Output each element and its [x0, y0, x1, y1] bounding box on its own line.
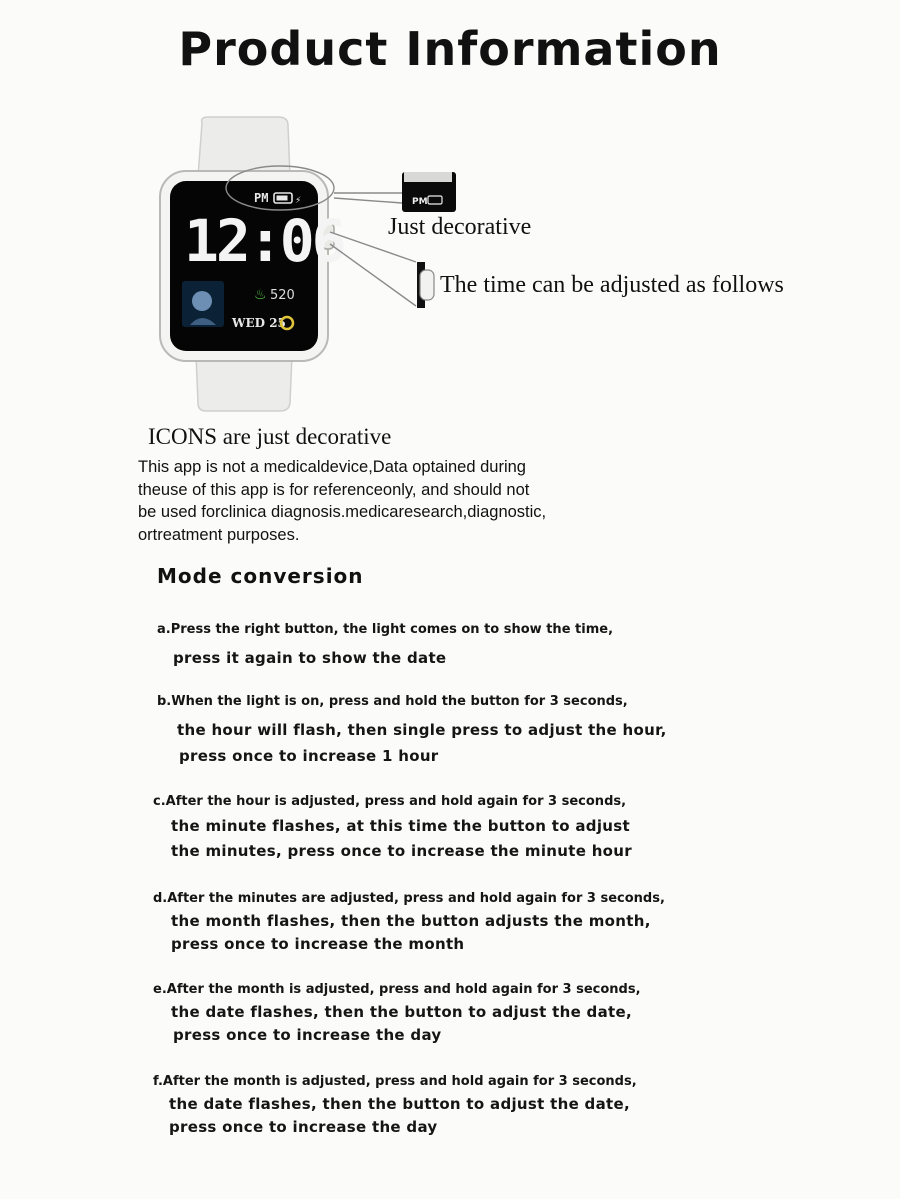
step-line: press once to increase the day [173, 1026, 442, 1044]
disclaimer-line: be used forclinica diagnosis.medicaresearch,diagnostic, [138, 503, 547, 521]
step-line: the date flashes, then the button to adjust the date, [169, 1095, 630, 1113]
step-line: the date flashes, then the button to adjust the date, [171, 1003, 632, 1021]
page-title: Product Information [178, 22, 722, 76]
step-c [153, 794, 632, 860]
step-line: the month flashes, then the button adjusts the month, [171, 912, 651, 930]
disclaimer [138, 456, 608, 546]
step-d [153, 891, 665, 953]
step-line: c.After the hour is adjusted, press and hold again for 3 seconds, [153, 794, 627, 809]
watch-date: WED 25 [232, 316, 286, 330]
step-count: 520 [270, 288, 295, 303]
watch-time: 12:06 [184, 207, 344, 275]
step-e [153, 982, 641, 1044]
charge-icon: ⚡ [295, 196, 302, 206]
mode-heading: Mode conversion [157, 564, 364, 588]
step-line: e.After the month is adjusted, press and hold again for 3 seconds, [153, 982, 641, 997]
decorative-label: Just decorative [388, 214, 532, 240]
pm-indicator: PM [254, 191, 269, 205]
adjust-label: The time can be adjusted as follows [440, 272, 784, 298]
disclaimer-line: theuse of this app is for referenceonly, and should not [138, 480, 530, 499]
step-line: the hour will flash, then single press to adjust the hour, [177, 721, 667, 739]
icons-note: ICONS are just decorative [148, 424, 392, 449]
step-line: the minutes, press once to increase the minute hour [171, 842, 632, 860]
step-line: press once to increase the month [171, 935, 465, 953]
disclaimer-line: This app is not a medicaldevice,Data optained during [138, 458, 526, 476]
zoom-pm-label: PM [412, 197, 428, 207]
step-line: press once to increase 1 hour [179, 747, 439, 765]
step-a [157, 622, 613, 667]
step-line: b.When the light is on, press and hold the button for 3 seconds, [157, 694, 628, 709]
disclaimer-line: ortreatment purposes. [138, 525, 300, 544]
step-line: press it again to show the date [173, 649, 447, 667]
step-line: press once to increase the day [169, 1118, 438, 1136]
step-line: the minute flashes, at this time the button to adjust [171, 817, 630, 835]
step-line: d.After the minutes are adjusted, press and hold again for 3 seconds, [153, 891, 665, 906]
step-b [157, 694, 667, 765]
step-line: a.Press the right button, the light comes on to show the time, [157, 622, 614, 637]
step-f [153, 1074, 637, 1136]
step-line: f.After the month is adjusted, press and hold again for 3 seconds, [153, 1074, 637, 1089]
flame-icon: ♨ [254, 287, 267, 303]
